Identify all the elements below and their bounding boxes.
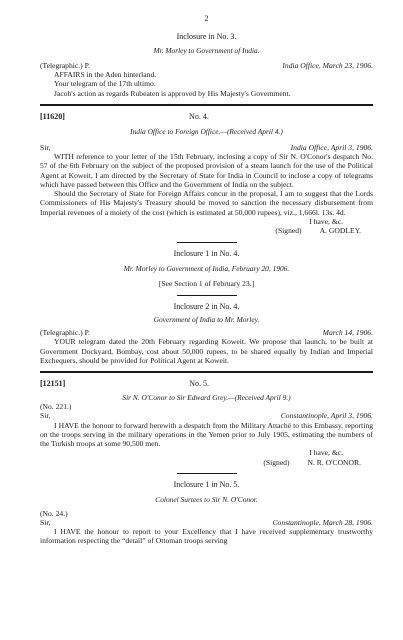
- inclosure-heading: Inclosure 1 in No. 4.: [173, 248, 240, 258]
- text-line: AFFAIRS in the Aden hinterland.: [54, 70, 157, 80]
- correspondence-subtitle: Mr. Morley to Government of India, February 20, 1906.: [123, 263, 290, 273]
- dateline: India Office, March 23, 1906.: [282, 60, 373, 70]
- correspondence-subtitle: Sir N. O'Conor to Sir Edward Grey.—(Received April 9.): [122, 392, 291, 402]
- inclosure-1-no4-section: [40, 249, 373, 289]
- body-paragraph: I HAVE the honour to report to your Excellency that I have received supplementary trustworthy information respecting the “detail” of Ottoman troops serving: [40, 527, 373, 546]
- dateline: March 14, 1906.: [322, 328, 373, 338]
- text-line: Your telegram of the 17th ultimo.: [54, 79, 156, 89]
- body-paragraph: Should the Secretary of State for Foreign Affairs concur in the proposal, I am to suggest that the Lords Commissioners of His Majesty's Treasury should be moved to sanction the necessary disbursement from Imperial revenues of a moiety of the cost (which is estimated at 50,000 rupees), viz., 1,666l. 13s. 4d.: [40, 189, 373, 217]
- despatch-reference: (No. 221.): [40, 401, 72, 411]
- document-number: No. 4.: [189, 112, 209, 122]
- inclosure-2-no4-section: [40, 302, 373, 366]
- despatch-reference: (No. 24.): [40, 508, 68, 518]
- inclosure-1-no5-section: [40, 480, 373, 546]
- correspondence-subtitle: Colonel Surtees to Sir N. O'Conor.: [155, 495, 258, 505]
- signer-name: N. R. O'CONOR.: [307, 457, 361, 467]
- correspondence-subtitle: Mr. Morley to Government of India.: [153, 45, 260, 55]
- correspondence-subtitle: India Office to Foreign Office.—(Received April 4.): [130, 127, 283, 137]
- cross-reference-note: [See Section 1 of February 23.]: [158, 279, 255, 289]
- salutation: Sir,: [40, 142, 51, 152]
- closing: I have, &c.: [309, 217, 343, 227]
- body-paragraph: I HAVE the honour to forward herewith a despatch from the Military Attaché to this Embassy, reporting on the troops serving in the military operations in the Yemen prior to July 1905, estimating the numbers of the Turkish troops at some 90,500 men.: [40, 420, 373, 449]
- salutation: Sir,: [40, 411, 51, 421]
- salutation: Sir,: [40, 517, 51, 527]
- document-page: [40, 14, 373, 546]
- inclosure-heading: Inclosure in No. 3.: [176, 32, 237, 42]
- correspondence-subtitle: Government of India to Mr. Morley.: [153, 314, 260, 324]
- page-number: 2: [204, 14, 209, 23]
- closing: I have, &c.: [309, 448, 343, 458]
- telegraphic-label: (Telegraphic.) P.: [40, 328, 90, 338]
- no4-section: [40, 112, 373, 236]
- inclosure-no3-section: [40, 32, 373, 98]
- telegraphic-label: (Telegraphic.) P.: [40, 60, 90, 70]
- text-line: Jacob's action as regards Rubeaten is approved by His Majesty's Government.: [54, 88, 291, 98]
- signed-label: (Signed): [263, 457, 290, 467]
- document-reference-number: [11620]: [40, 112, 65, 122]
- dateline: Constantinople, April 3, 1906.: [280, 411, 373, 421]
- document-reference-number: [12151]: [40, 379, 66, 389]
- signer-name: A. GODLEY.: [319, 226, 361, 236]
- inclosure-heading: Inclosure 2 in No. 4.: [173, 301, 240, 311]
- signed-label: (Signed): [275, 226, 302, 236]
- document-number: No. 5.: [189, 379, 210, 389]
- dateline: Constantinople, March 28, 1906.: [272, 517, 373, 527]
- dateline: India Office, April 3, 1906.: [290, 142, 373, 152]
- body-paragraph: YOUR telegram dated the 20th February regarding Koweit. We propose that launch, to be built at Government Dockyard, Bombay, cost about 50,000 rupees, to be shared equally by Indian and Imperial Exchequers, should be provided for Political Agent at Koweit.: [40, 337, 373, 366]
- inclosure-heading: Inclosure 1 in No. 5.: [173, 479, 240, 489]
- body-paragraph: WITH reference to your letter of the 15th February, inclosing a copy of Sir N. O'Conor's despatch No. 57 of the 6th February on the subject of the proposed provision of a steam launch for the use of the Political Agent at Koweit, I am directed by the Secretary of State for India in Council to inclose a copy of telegrams which have passed between this Office and the Government of India on the subject.: [40, 151, 373, 189]
- no5-section: [40, 379, 373, 467]
